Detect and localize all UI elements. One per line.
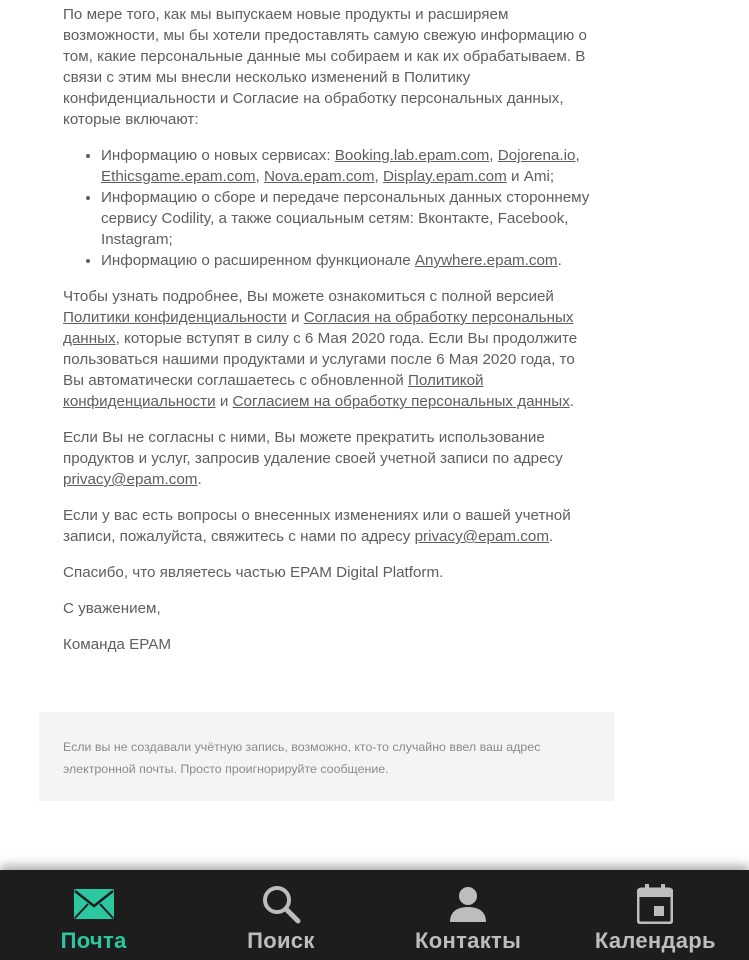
privacy-policy-link[interactable]: Политики конфиденциальности	[63, 309, 287, 326]
details-paragraph: Чтобы узнать подробнее, Вы можете ознакомиться с полной версией Политики конфиденциальности и Согласия на обработку персональных данных, которые вступят в силу с 6 Мая 2020 года. Если Вы продолжите пользоваться нашими продуктами и услугами после 6 Мая 2020 года, то Вы автоматически соглашаетесь с обновленной Политикой конфиденциальности и Согласием на обработку персональных данных.	[63, 288, 578, 410]
privacy-email-link[interactable]: privacy@epam.com	[63, 471, 198, 488]
tab-label-mail: Почта	[60, 928, 127, 953]
ethicsgame-link[interactable]: Ethicsgame.epam.com	[101, 168, 256, 185]
bottom-tab-bar	[0, 870, 749, 960]
booking-link[interactable]: Booking.lab.epam.com	[334, 147, 490, 164]
tab-label-calendar: Календарь	[594, 928, 716, 953]
privacy-email-link[interactable]: privacy@epam.com	[414, 528, 549, 545]
thanks-text: Спасибо, что являетесь частью EPAM Digital Platform.	[63, 564, 444, 581]
search-icon	[261, 884, 301, 924]
updated-consent-link[interactable]: Согласием на обработку персональных данных	[232, 393, 570, 410]
tab-mail[interactable]	[0, 870, 187, 960]
tab-calendar[interactable]	[562, 870, 749, 960]
list-item: • Информацию о новых сервисах: Booking.lab.epam.com, Dojorena.io, Ethicsgame.epam.com, Nova.epam.com, Display.epam.com и Ami;	[101, 145, 593, 187]
list-item: • Информацию о расширенном функционале Anywhere.epam.com.	[101, 250, 593, 271]
changes-list	[63, 145, 593, 271]
tab-label-search: Поиск	[247, 928, 315, 953]
tab-contacts[interactable]	[375, 870, 562, 960]
mail-icon	[74, 884, 114, 924]
tab-search[interactable]	[187, 870, 374, 960]
nova-link[interactable]: Nova.epam.com	[263, 168, 375, 185]
bullet-text: Информацию о новых сервисах:	[101, 147, 335, 164]
tab-label-contacts: Контакты	[415, 928, 522, 953]
deletion-paragraph: Если Вы не согласны с ними, Вы можете прекратить использование продуктов и услуг, запросив удаление своей учетной записи по адресу privacy@epam.com.	[63, 429, 563, 488]
questions-paragraph: Если у вас есть вопросы о внесенных изменениях или о вашей учетной записи, пожалуйста, свяжитесь с нами по адресу privacy@epam.com.	[63, 507, 571, 545]
notice-box	[39, 712, 614, 801]
list-item: • Информацию о сборе и передаче персональных данных стороннему сервису Codility, а также социальным сетям: Вконтакте, Facebook, Instagram;	[101, 187, 593, 250]
person-icon	[448, 884, 488, 924]
calendar-icon	[637, 884, 673, 924]
updated-privacy-policy-link[interactable]: Политикой конфиденциальности	[63, 372, 484, 410]
display-link[interactable]: Display.epam.com	[382, 168, 507, 185]
anywhere-link[interactable]: Anywhere.epam.com	[414, 252, 558, 269]
signature-text: Команда EPAM	[63, 636, 172, 653]
dojorena-link[interactable]: Dojorena.io	[497, 147, 576, 164]
notice-text: Если вы не создавали учётную запись, возможно, кто-то случайно ввел ваш адрес электронной почты. Просто проигнорируйте сообщение.	[63, 740, 541, 776]
intro-paragraph: По мере того, как мы выпускаем новые продукты и расширяем возможности, мы бы хотели предоставлять самую свежую информацию о том, какие персональные данные мы собираем и как их обрабатываем. В связи с этим мы внесли несколько изменений в Политику конфиденциальности и Согласие на обработку персональных данных, которые включают:	[63, 6, 587, 128]
regards-text: С уважением,	[63, 600, 161, 617]
email-content	[63, 4, 593, 670]
consent-link[interactable]: Согласия на обработку персональных данных	[63, 309, 574, 347]
